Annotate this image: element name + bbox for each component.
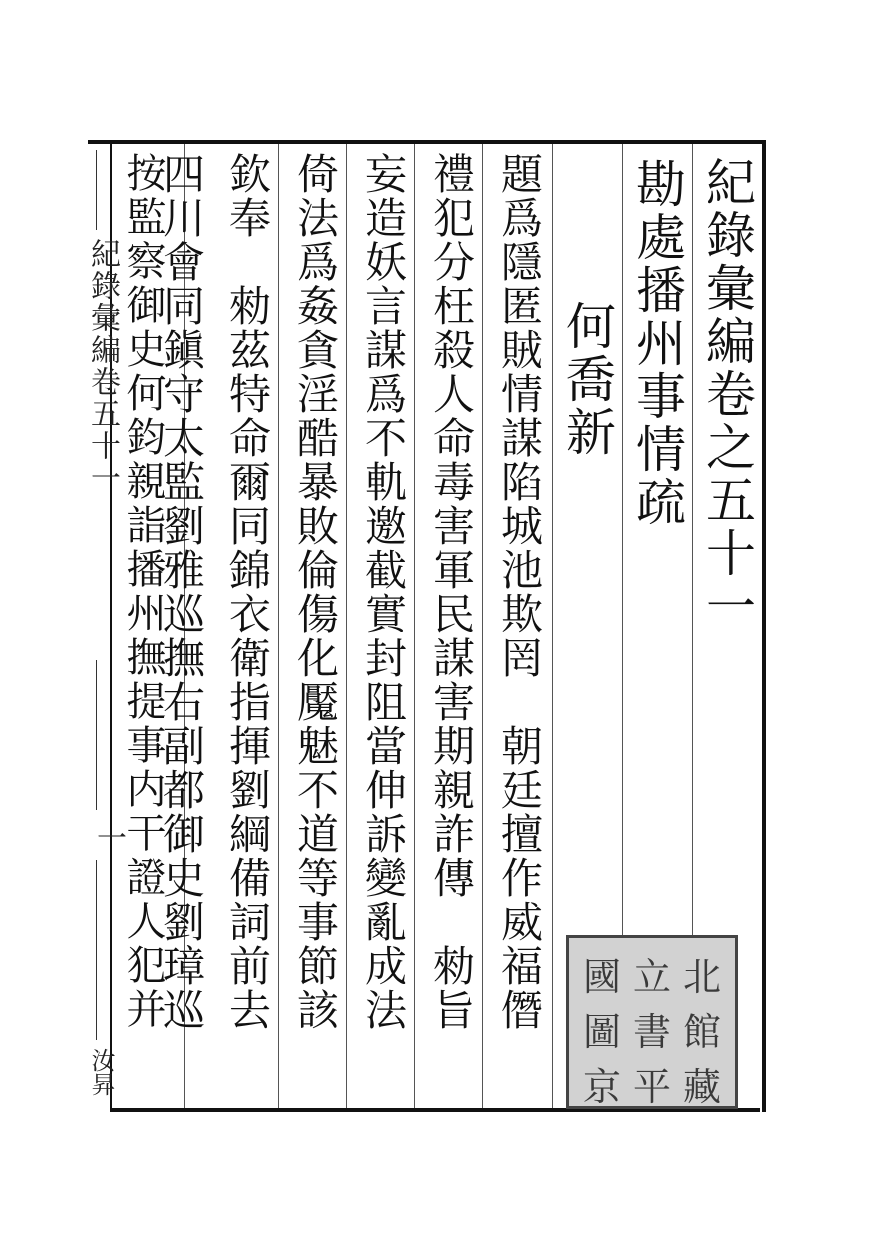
seal-char: 書 <box>632 1010 671 1054</box>
seal-char: 館 <box>682 1010 721 1054</box>
text-column-7: 按監察御史何鈞親詣播州撫提事内干證人犯并 <box>120 152 166 1032</box>
text-column-5: 欽奉 勑茲特命爾同錦衣衛指揮劉綱備詞前去 <box>223 152 272 1032</box>
seal-char: 北 <box>682 955 721 999</box>
column-rule <box>482 144 483 1108</box>
leaf-number: 一 <box>91 822 126 852</box>
text-column-6: 四川會同鎭守太監劉雅巡撫右副都御史劉璋巡 <box>157 152 206 1032</box>
volume-mark: 汝昇 <box>87 1048 115 1096</box>
text-column-4: 倚法爲姦貪淫酷暴敗倫傷化魘魅不道等事節該 <box>291 152 340 1032</box>
column-rule <box>278 144 279 1108</box>
seal-char: 立 <box>632 955 671 999</box>
seal-char: 平 <box>632 1065 671 1109</box>
text-column-3: 妄造妖言謀爲不軌邀截實封阻當伸訴變亂成法 <box>359 152 408 1032</box>
seal-char: 圖 <box>582 1010 621 1054</box>
column-rule <box>414 144 415 1108</box>
seal-char: 京 <box>582 1065 621 1109</box>
library-seal <box>566 935 738 1109</box>
gutter-rule <box>96 860 97 1040</box>
text-column-1: 題爲隱匿賊情謀陷城池欺罔 朝廷擅作威福僭 <box>495 152 544 1032</box>
column-rule <box>552 144 553 1108</box>
author-name: 何喬新 <box>558 300 616 459</box>
column-rule <box>346 144 347 1108</box>
seal-char: 國 <box>582 955 621 999</box>
frame-right-border <box>762 140 766 1112</box>
gutter-title: 紀錄彙編卷五十一 <box>85 238 120 494</box>
gutter-rule <box>96 660 97 810</box>
seal-char: 藏 <box>682 1065 721 1109</box>
volume-title: 紀錄彙編卷之五十一 <box>698 156 756 633</box>
section-title: 勘處播州事情疏 <box>628 158 686 529</box>
frame-top-border <box>88 140 766 144</box>
gutter-rule <box>96 150 97 230</box>
text-column-2: 禮犯分枉殺人命毒害軍民謀害期親詐傳 勑旨 <box>427 152 476 1032</box>
